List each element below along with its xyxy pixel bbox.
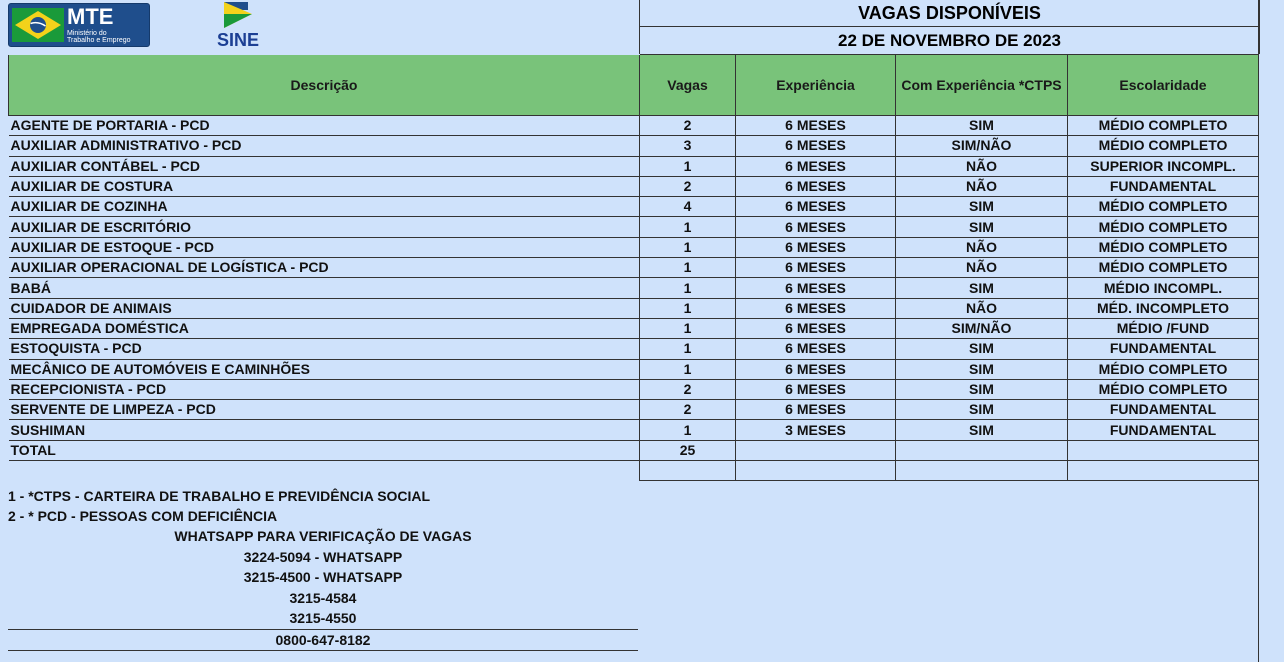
cell-vagas: 1 — [640, 298, 736, 318]
cell-descricao: SERVENTE DE LIMPEZA - PCD — [9, 400, 640, 420]
cell-com-experiencia: SIM — [896, 217, 1068, 237]
cell-escolaridade: MÉDIO COMPLETO — [1068, 217, 1259, 237]
mte-logo-subtitle — [67, 30, 131, 44]
cell-vagas: 1 — [640, 359, 736, 379]
col-header-experiencia: Experiência — [736, 55, 896, 116]
cell-experiencia: 6 MESES — [736, 217, 896, 237]
cell-descricao: AUXILIAR DE ESTOQUE - PCD — [9, 237, 640, 257]
page-title: VAGAS DISPONÍVEIS — [640, 0, 1259, 27]
cell-experiencia: 6 MESES — [736, 339, 896, 359]
cell-experiencia: 6 MESES — [736, 116, 896, 136]
table-row — [9, 400, 1259, 420]
sine-logo — [208, 0, 268, 52]
col-header-descricao: Descrição — [9, 55, 640, 116]
empty-cell — [1068, 461, 1259, 481]
total-empty-cell — [896, 440, 1068, 460]
cell-com-experiencia: SIM — [896, 400, 1068, 420]
cell-com-experiencia: NÃO — [896, 237, 1068, 257]
phone-number: 0800-647-8182 — [8, 629, 638, 652]
total-empty-cell — [736, 440, 896, 460]
phone-number: 3215-4550 — [289, 610, 357, 626]
cell-com-experiencia: SIM — [896, 420, 1068, 440]
table-body — [9, 116, 1259, 441]
cell-escolaridade: MÉDIO INCOMPL. — [1068, 278, 1259, 298]
total-label: TOTAL — [9, 440, 640, 460]
table-row — [9, 258, 1259, 278]
cell-com-experiencia: SIM/NÃO — [896, 318, 1068, 338]
cell-descricao: SUSHIMAN — [9, 420, 640, 440]
cell-escolaridade: SUPERIOR INCOMPL. — [1068, 156, 1259, 176]
cell-descricao: MECÂNICO DE AUTOMÓVEIS E CAMINHÕES — [9, 359, 640, 379]
cell-escolaridade: MÉDIO COMPLETO — [1068, 359, 1259, 379]
cell-vagas: 1 — [640, 237, 736, 257]
cell-escolaridade: MÉDIO COMPLETO — [1068, 197, 1259, 217]
cell-escolaridade: FUNDAMENTAL — [1068, 339, 1259, 359]
cell-vagas: 3 — [640, 136, 736, 156]
page-header — [639, 0, 1260, 54]
cell-escolaridade: MÉDIO COMPLETO — [1068, 237, 1259, 257]
cell-vagas: 1 — [640, 278, 736, 298]
cell-com-experiencia: SIM — [896, 359, 1068, 379]
cell-com-experiencia: NÃO — [896, 298, 1068, 318]
cell-descricao: EMPREGADA DOMÉSTICA — [9, 318, 640, 338]
cell-com-experiencia: NÃO — [896, 258, 1068, 278]
col-header-escolaridade: Escolaridade — [1068, 55, 1259, 116]
cell-vagas: 1 — [640, 217, 736, 237]
cell-descricao: AUXILIAR ADMINISTRATIVO - PCD — [9, 136, 640, 156]
table-row — [9, 298, 1259, 318]
cell-experiencia: 6 MESES — [736, 318, 896, 338]
cell-experiencia: 6 MESES — [736, 379, 896, 399]
cell-escolaridade: FUNDAMENTAL — [1068, 420, 1259, 440]
notes-section — [8, 486, 638, 651]
phone-number: 3224-5094 - WHATSAPP — [243, 548, 403, 565]
brazil-flag-icon — [12, 8, 64, 42]
vacancies-table — [8, 55, 1259, 481]
empty-row — [9, 461, 1259, 481]
cell-descricao: BABÁ — [9, 278, 640, 298]
cell-descricao: AUXILIAR DE COSTURA — [9, 176, 640, 196]
mte-logo — [8, 3, 150, 47]
cell-experiencia: 6 MESES — [736, 156, 896, 176]
cell-com-experiencia: SIM — [896, 278, 1068, 298]
table-row — [9, 278, 1259, 298]
empty-cell — [736, 461, 896, 481]
cell-com-experiencia: NÃO — [896, 176, 1068, 196]
cell-vagas: 1 — [640, 258, 736, 278]
page-right-border — [1258, 0, 1259, 662]
table-row — [9, 420, 1259, 440]
cell-vagas: 1 — [640, 420, 736, 440]
cell-com-experiencia: SIM — [896, 379, 1068, 399]
cell-com-experiencia: SIM — [896, 116, 1068, 136]
cell-vagas: 2 — [640, 176, 736, 196]
note-ctps: 1 - *CTPS - CARTEIRA DE TRABALHO E PREVIDÊNCIA SOCIAL — [8, 488, 431, 504]
table-row — [9, 237, 1259, 257]
cell-descricao: RECEPCIONISTA - PCD — [9, 379, 640, 399]
mte-logo-title: MTE — [67, 4, 114, 29]
mte-subtitle-line-1: Ministério do — [67, 30, 107, 37]
cell-com-experiencia: SIM/NÃO — [896, 136, 1068, 156]
cell-experiencia: 6 MESES — [736, 298, 896, 318]
cell-descricao: AUXILIAR CONTÁBEL - PCD — [9, 156, 640, 176]
cell-com-experiencia: SIM — [896, 339, 1068, 359]
cell-experiencia: 3 MESES — [736, 420, 896, 440]
phone-number: 3215-4584 — [289, 589, 357, 606]
phone-number: 3215-4500 - WHATSAPP — [243, 569, 403, 585]
cell-experiencia: 6 MESES — [736, 176, 896, 196]
total-vagas: 25 — [640, 440, 736, 460]
cell-descricao: ESTOQUISTA - PCD — [9, 339, 640, 359]
total-row — [9, 440, 1259, 460]
cell-escolaridade: MÉDIO /FUND — [1068, 318, 1259, 338]
table-row — [9, 379, 1259, 399]
table-row — [9, 339, 1259, 359]
cell-experiencia: 6 MESES — [736, 136, 896, 156]
cell-descricao: CUIDADOR DE ANIMAIS — [9, 298, 640, 318]
cell-descricao: AUXILIAR DE COZINHA — [9, 197, 640, 217]
cell-vagas: 1 — [640, 339, 736, 359]
sine-logo-title: SINE — [216, 30, 259, 50]
cell-vagas: 2 — [640, 379, 736, 399]
sine-emblem-icon — [208, 0, 268, 32]
cell-descricao: AUXILIAR DE ESCRITÓRIO — [9, 217, 640, 237]
page-date: 22 DE NOVEMBRO DE 2023 — [640, 27, 1259, 55]
table-row — [9, 136, 1259, 156]
table-row — [9, 197, 1259, 217]
cell-escolaridade: MÉDIO COMPLETO — [1068, 116, 1259, 136]
cell-descricao: AGENTE DE PORTARIA - PCD — [9, 116, 640, 136]
empty-cell — [896, 461, 1068, 481]
cell-escolaridade: MÉD. INCOMPLETO — [1068, 298, 1259, 318]
cell-vagas: 2 — [640, 116, 736, 136]
cell-descricao: AUXILIAR OPERACIONAL DE LOGÍSTICA - PCD — [9, 258, 640, 278]
cell-com-experiencia: NÃO — [896, 156, 1068, 176]
cell-vagas: 1 — [640, 156, 736, 176]
cell-escolaridade: MÉDIO COMPLETO — [1068, 379, 1259, 399]
cell-com-experiencia: SIM — [896, 197, 1068, 217]
note-pcd: 2 - * PCD - PESSOAS COM DEFICIÊNCIA — [8, 508, 278, 524]
table-row — [9, 318, 1259, 338]
cell-escolaridade: FUNDAMENTAL — [1068, 400, 1259, 420]
whatsapp-title: WHATSAPP PARA VERIFICAÇÃO DE VAGAS — [174, 528, 472, 544]
cell-escolaridade: MÉDIO COMPLETO — [1068, 258, 1259, 278]
cell-escolaridade: FUNDAMENTAL — [1068, 176, 1259, 196]
cell-experiencia: 6 MESES — [736, 258, 896, 278]
table-header-row — [9, 55, 1259, 116]
table-row — [9, 156, 1259, 176]
table-row — [9, 359, 1259, 379]
table-row — [9, 217, 1259, 237]
cell-vagas: 4 — [640, 197, 736, 217]
cell-experiencia: 6 MESES — [736, 237, 896, 257]
cell-experiencia: 6 MESES — [736, 197, 896, 217]
cell-vagas: 1 — [640, 318, 736, 338]
empty-cell — [9, 461, 640, 481]
cell-experiencia: 6 MESES — [736, 400, 896, 420]
mte-subtitle-line-2: Trabalho e Emprego — [67, 37, 131, 44]
empty-cell — [640, 461, 736, 481]
col-header-com-experiencia: Com Experiência *CTPS — [896, 55, 1068, 116]
total-empty-cell — [1068, 440, 1259, 460]
col-header-vagas: Vagas — [640, 55, 736, 116]
table-row — [9, 176, 1259, 196]
cell-experiencia: 6 MESES — [736, 278, 896, 298]
cell-experiencia: 6 MESES — [736, 359, 896, 379]
table-row — [9, 116, 1259, 136]
cell-vagas: 2 — [640, 400, 736, 420]
cell-escolaridade: MÉDIO COMPLETO — [1068, 136, 1259, 156]
